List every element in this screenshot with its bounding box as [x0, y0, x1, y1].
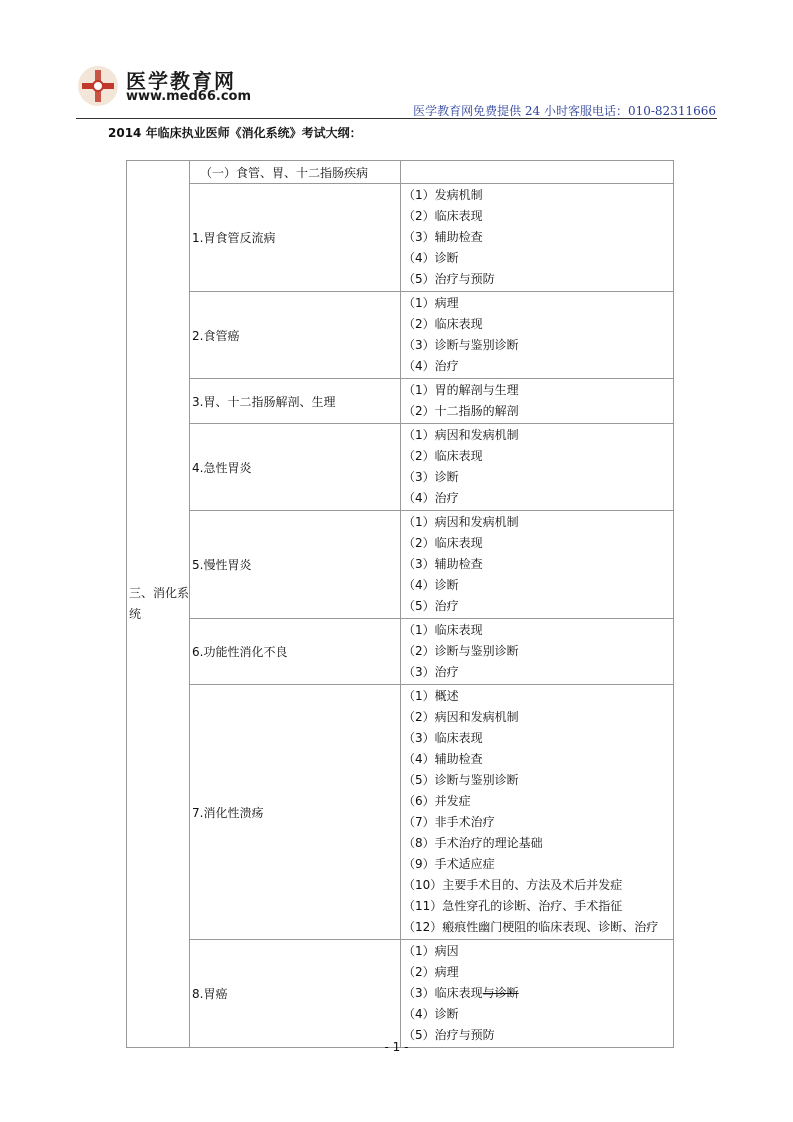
list-item: （2）临床表现 — [403, 536, 483, 550]
list-item: （2）诊断与鉴别诊断 — [403, 644, 519, 658]
document-title: 2014 年临床执业医师《消化系统》考试大纲： — [108, 126, 362, 140]
table-row — [127, 161, 674, 184]
empty-cell — [401, 161, 674, 184]
table-row — [127, 292, 674, 379]
topic-name-cell: 4.急性胃炎 — [190, 424, 401, 511]
logo-title: 医学教育网 — [126, 69, 236, 93]
list-item: （12）瘢痕性幽门梗阻的临床表现、诊断、治疗 — [403, 920, 659, 934]
list-item: （8）手术治疗的理论基础 — [403, 836, 543, 850]
topic-items-cell — [401, 424, 674, 511]
list-item: （11）急性穿孔的诊断、治疗、手术指征 — [403, 899, 623, 913]
topic-items-cell — [401, 940, 674, 1048]
table-row — [127, 940, 674, 1048]
list-item: （9）手术适应症 — [403, 857, 495, 871]
list-item: （6）并发症 — [403, 794, 471, 808]
table-row — [127, 685, 674, 940]
topic-name-cell: 1.胃食管反流病 — [190, 184, 401, 292]
topic-items-cell — [401, 685, 674, 940]
list-item: （1）概述 — [403, 689, 459, 703]
list-item: （5）治疗 — [403, 599, 459, 613]
logo-url: www.med66.com — [126, 89, 252, 104]
logo-emblem-icon — [76, 64, 120, 108]
list-item: （2）十二指肠的解剖 — [403, 404, 519, 418]
table-row — [127, 424, 674, 511]
exam-outline-table — [126, 160, 674, 1048]
topic-items-cell — [401, 511, 674, 619]
list-item: （3）辅助检查 — [403, 557, 483, 571]
list-item: （1）病因和发病机制 — [403, 428, 519, 442]
list-item: （5）诊断与鉴别诊断 — [403, 773, 519, 787]
list-item: （4）诊断 — [403, 251, 459, 265]
list-item: （10）主要手术目的、方法及术后并发症 — [403, 878, 623, 892]
list-item: （3）诊断与鉴别诊断 — [403, 338, 519, 352]
topic-name-cell: 7.消化性溃疡 — [190, 685, 401, 940]
topic-items-cell — [401, 379, 674, 424]
list-item: （4）治疗 — [403, 359, 459, 373]
list-item: （1）病理 — [403, 296, 459, 310]
topic-name-cell: 6.功能性消化不良 — [190, 619, 401, 685]
list-item: （3）治疗 — [403, 665, 459, 679]
section-title-cell: （一）食管、胃、十二指肠疾病 — [190, 161, 401, 184]
list-item: （7）非手术治疗 — [403, 815, 495, 829]
topic-items-cell — [401, 292, 674, 379]
list-item: （4）治疗 — [403, 491, 459, 505]
table-row — [127, 379, 674, 424]
topic-name-cell: 8.胃癌 — [190, 940, 401, 1048]
header-divider — [76, 118, 717, 119]
table-row — [127, 184, 674, 292]
topic-name-cell: 5.慢性胃炎 — [190, 511, 401, 619]
list-item: （3）辅助检查 — [403, 230, 483, 244]
system-name-cell: 三、消化系统 — [127, 161, 190, 1048]
list-item: （2）病理 — [403, 965, 459, 979]
page-header — [76, 62, 720, 118]
list-item: （5）治疗与预防 — [403, 1028, 495, 1042]
list-item: （2）临床表现 — [403, 317, 483, 331]
page-number: - 1 - — [384, 1040, 409, 1054]
topic-items-cell — [401, 184, 674, 292]
list-item: （2）病因和发病机制 — [403, 710, 519, 724]
list-item: （4）辅助检查 — [403, 752, 483, 766]
list-item: （5）治疗与预防 — [403, 272, 495, 286]
list-item: （2）临床表现 — [403, 449, 483, 463]
list-item: （1）发病机制 — [403, 188, 483, 202]
topic-name-cell: 2.食管癌 — [190, 292, 401, 379]
list-item: （1）临床表现 — [403, 623, 483, 637]
list-item: （3）临床表现与诊断 — [403, 986, 519, 1000]
site-logo — [76, 62, 256, 112]
list-item: （1）胃的解剖与生理 — [403, 383, 519, 397]
table-row — [127, 511, 674, 619]
list-item: （4）诊断 — [403, 1007, 459, 1021]
list-item: （3）诊断 — [403, 470, 459, 484]
list-item: （1）病因和发病机制 — [403, 515, 519, 529]
list-item: （4）诊断 — [403, 578, 459, 592]
list-item: （3）临床表现 — [403, 731, 483, 745]
topic-name-cell: 3.胃、十二指肠解剖、生理 — [190, 379, 401, 424]
list-item: （2）临床表现 — [403, 209, 483, 223]
table-row — [127, 619, 674, 685]
list-item: （1）病因 — [403, 944, 459, 958]
hotline-text: 医学教育网免费提供 24 小时客服电话：010-82311666 — [413, 104, 716, 118]
topic-items-cell — [401, 619, 674, 685]
